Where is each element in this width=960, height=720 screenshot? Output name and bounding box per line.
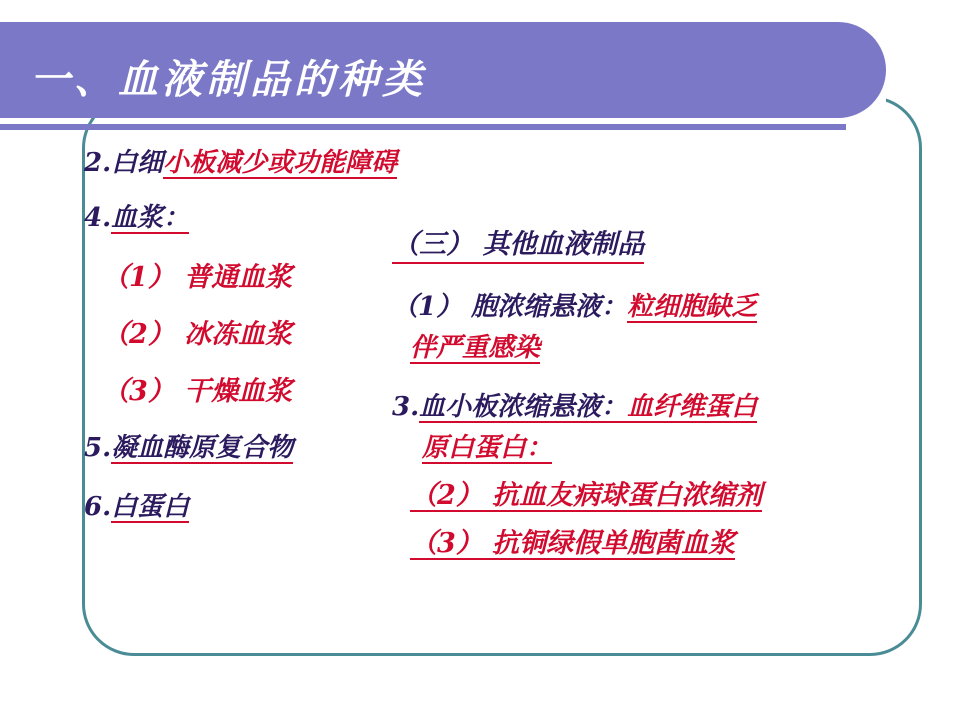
item-red-text: （2） 抗血友病球蛋白浓缩剂	[410, 480, 763, 511]
list-item	[84, 378, 384, 405]
item-red-text: （2） 冰冻血浆	[102, 319, 293, 350]
item-red-text: （3） 抗铜绿假单胞菌血浆	[410, 528, 736, 559]
list-item	[392, 294, 862, 323]
item-dark-text: 血浆：	[111, 203, 190, 233]
item-prefix: 4.	[84, 203, 112, 233]
item-red-text: 伴严重感染	[410, 333, 541, 363]
left-column	[84, 148, 398, 523]
item-dark-text: 白蛋白	[111, 492, 190, 522]
page-title: 一、血液制品的种类	[30, 56, 426, 103]
item-red-text: 原白蛋白：	[422, 433, 553, 463]
right-column	[392, 222, 862, 560]
item-prefix: 6.	[84, 492, 112, 522]
item-prefix: 5.	[84, 433, 112, 463]
item-prefix: 2.	[84, 148, 112, 178]
list-item	[84, 321, 384, 348]
list-item	[392, 435, 862, 464]
list-item	[392, 530, 862, 560]
item-dark-text: （1） 胞浓缩悬液：	[392, 292, 628, 322]
item-red-text: 小板减少或功能障碍	[163, 148, 398, 178]
item-red-text: （3） 干燥血浆	[102, 376, 293, 407]
list-item	[84, 435, 384, 464]
item-red-text: 粒细胞缺乏	[627, 292, 758, 322]
list-item	[392, 394, 862, 423]
section-heading	[392, 222, 862, 264]
list-item	[84, 264, 384, 291]
list-item	[392, 335, 862, 364]
section-heading-text: （三） 其他血液制品	[392, 222, 644, 264]
item-dark-text: 血小板浓缩悬液：	[419, 392, 628, 422]
item-red-text: （1） 普通血浆	[102, 262, 293, 293]
list-item	[84, 205, 384, 234]
list-item	[84, 148, 398, 179]
list-item	[84, 494, 384, 523]
item-prefix: 3.	[392, 392, 420, 422]
item-dark-text: 白细	[111, 148, 164, 178]
list-item	[392, 482, 862, 512]
header-divider	[0, 124, 846, 130]
item-dark-text: 凝血酶原复合物	[111, 433, 294, 463]
item-red-text: 血纤维蛋白	[627, 392, 758, 422]
